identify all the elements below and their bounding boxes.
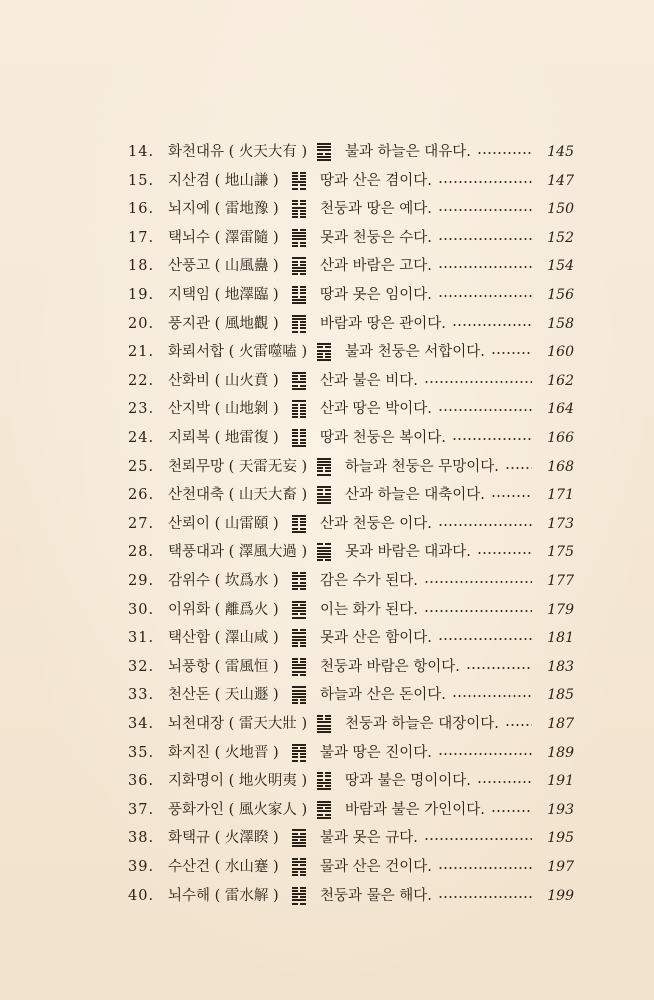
hexagram-icon [317,772,331,790]
page-number: 147 [547,172,574,189]
page-number: 171 [547,487,574,504]
entry-description: 못과 천둥은 수다. [320,229,432,246]
chapter-title: 산뢰이 ( 山雷頤 ) [168,515,279,532]
dot-leader [452,695,532,697]
hexagram-icon [292,172,306,190]
chapter-title: 풍지관 ( 風地觀 ) [168,315,279,332]
toc-entry[interactable] [0,338,654,366]
entry-description: 감은 수가 된다. [320,573,418,589]
toc-entry[interactable] [0,195,654,223]
dot-leader [438,209,532,211]
hexagram-icon [317,143,331,161]
dot-leader [491,495,532,497]
chapter-title: 지뢰복 ( 地雷復 ) [168,430,279,446]
entry-number: 31. [128,630,155,647]
page-number: 187 [547,716,574,732]
page-number: 152 [547,229,574,246]
dot-leader [505,467,532,469]
toc-entry[interactable] [0,624,654,652]
page-number: 177 [547,573,574,589]
toc-entry[interactable] [0,224,654,252]
toc-entry[interactable] [0,538,654,566]
entry-description: 이는 화가 된다. [320,601,418,618]
chapter-title: 화뢰서합 ( 火雷噬嗑 ) [168,344,308,361]
dot-leader [424,381,532,383]
page-number: 156 [547,287,574,303]
hexagram-icon [292,200,306,218]
dot-leader [477,781,532,783]
chapter-title: 뇌풍항 ( 雷風恒 ) [168,658,279,675]
toc-entry[interactable] [0,481,654,509]
dot-leader [452,438,532,440]
entry-number: 32. [128,658,155,675]
entry-description: 바람과 불은 가인이다. [345,801,485,818]
dot-leader [438,181,532,183]
toc-entry[interactable] [0,310,654,338]
entry-number: 18. [128,258,155,275]
dot-leader [491,352,532,354]
entry-number: 35. [128,744,155,761]
page-number: 189 [547,744,574,761]
entry-description: 못과 바람은 대과다. [345,544,471,561]
entry-number: 24. [128,430,155,446]
page-number: 181 [547,630,574,647]
page-number: 195 [547,830,574,847]
entry-description: 물과 산은 건이다. [320,859,432,875]
chapter-title: 화지진 ( 火地晋 ) [168,744,279,761]
page-number: 150 [547,201,574,218]
toc-entry[interactable] [0,567,654,595]
toc-entry[interactable] [0,824,654,852]
page-number: 175 [547,544,574,561]
entry-number: 37. [128,801,155,818]
dot-leader [452,324,532,326]
entry-description: 천둥과 땅은 예다. [320,201,432,218]
hexagram-icon [317,343,331,361]
entry-number: 23. [128,401,155,418]
toc-entry[interactable] [0,739,654,767]
chapter-title: 산지박 ( 山地剝 ) [168,401,279,418]
hexagram-icon [317,458,331,476]
entry-number: 38. [128,830,155,847]
hexagram-icon [317,543,331,561]
chapter-title: 수산건 ( 水山蹇 ) [168,859,279,875]
chapter-title: 이위화 ( 離爲火 ) [168,601,279,618]
entry-number: 21. [128,344,155,361]
entry-number: 15. [128,172,155,189]
dot-leader [424,581,532,583]
hexagram-icon [317,715,331,733]
toc-entry[interactable] [0,395,654,423]
entry-description: 하늘과 천둥은 무망이다. [345,458,499,475]
dot-leader [438,753,532,755]
page-number: 145 [547,144,574,160]
hexagram-icon [292,601,306,619]
entry-number: 26. [128,487,155,504]
chapter-title: 산천대축 ( 山天大畜 ) [168,487,308,504]
toc-entry[interactable] [0,510,654,538]
entry-description: 산과 천둥은 이다. [320,515,432,532]
hexagram-icon [292,515,306,533]
dot-leader [477,152,532,154]
hexagram-icon [292,372,306,390]
dot-leader [466,667,532,669]
hexagram-icon [317,801,331,819]
entry-number: 22. [128,372,155,389]
dot-leader [438,266,532,268]
chapter-title: 지화명이 ( 地火明夷 ) [168,773,308,790]
page-number: 162 [547,372,574,389]
toc-entry[interactable] [0,281,654,309]
page-number: 191 [547,773,574,790]
dot-leader [438,295,532,297]
entry-description: 불과 못은 규다. [320,830,418,847]
chapter-title: 산풍고 ( 山風蠱 ) [168,258,279,275]
page-number: 168 [547,458,574,475]
dot-leader [438,896,532,898]
entry-number: 30. [128,601,155,618]
chapter-title: 지산겸 ( 地山謙 ) [168,172,279,189]
entry-number: 17. [128,229,155,246]
entry-description: 땅과 천둥은 복이다. [320,430,446,446]
page-number: 183 [547,658,574,675]
entry-number: 33. [128,687,155,704]
entry-description: 땅과 산은 겸이다. [320,172,432,189]
entry-description: 산과 불은 비다. [320,372,418,389]
page-number: 179 [547,601,574,618]
entry-number: 16. [128,201,155,218]
dot-leader [491,810,532,812]
toc-entry[interactable] [0,453,654,481]
dot-leader [438,524,532,526]
toc-entry[interactable] [0,853,654,881]
entry-description: 천둥과 하늘은 대장이다. [345,716,499,732]
entry-number: 36. [128,773,155,790]
dot-leader [477,552,532,554]
toc-entry[interactable] [0,424,654,452]
hexagram-icon [292,629,306,647]
toc-entry[interactable] [0,767,654,795]
hexagram-icon [292,744,306,762]
dot-leader [438,638,532,640]
page-number: 158 [547,315,574,332]
entry-number: 29. [128,573,155,589]
chapter-title: 화천대유 ( 火天大有 ) [168,144,308,160]
hexagram-icon [292,400,306,418]
entry-number: 39. [128,859,155,875]
hexagram-icon [292,286,306,304]
entry-description: 천둥과 물은 해다. [320,887,432,904]
entry-number: 25. [128,458,155,475]
hexagram-icon [292,686,306,704]
toc-entry[interactable] [0,796,654,824]
chapter-title: 화택규 ( 火澤睽 ) [168,830,279,847]
hexagram-icon [292,257,306,275]
chapter-title: 뇌수해 ( 雷水解 ) [168,887,279,904]
entry-description: 산과 바람은 고다. [320,258,432,275]
hexagram-icon [317,486,331,504]
dot-leader [438,867,532,869]
entry-description: 못과 산은 함이다. [320,630,432,647]
entry-description: 불과 천둥은 서합이다. [345,344,485,361]
toc-entry[interactable] [0,681,654,709]
entry-description: 산과 하늘은 대축이다. [345,487,485,504]
toc-entry[interactable] [0,167,654,195]
page-number: 185 [547,687,574,704]
entry-description: 불과 하늘은 대유다. [345,144,471,160]
toc-entry[interactable] [0,653,654,681]
chapter-title: 풍화가인 ( 風火家人 ) [168,801,308,818]
entry-description: 땅과 못은 임이다. [320,287,432,303]
hexagram-icon [292,658,306,676]
page-number: 193 [547,801,574,818]
toc-entry[interactable] [0,138,654,166]
chapter-title: 산화비 ( 山火賁 ) [168,372,279,389]
entry-number: 14. [128,144,155,160]
entry-number: 40. [128,887,155,904]
dot-leader [438,409,532,411]
chapter-title: 지택임 ( 地澤臨 ) [168,287,279,303]
dot-leader [424,838,532,840]
entry-description: 땅과 불은 명이이다. [345,773,471,790]
chapter-title: 뇌지예 ( 雷地豫 ) [168,201,279,218]
entry-description: 천둥과 바람은 항이다. [320,658,460,675]
page-number: 197 [547,859,574,875]
entry-number: 28. [128,544,155,561]
hexagram-icon [292,315,306,333]
page-number: 160 [547,344,574,361]
entry-description: 불과 땅은 진이다. [320,744,432,761]
dot-leader [424,610,532,612]
toc-entry[interactable] [0,596,654,624]
toc-entry[interactable] [0,252,654,280]
entry-description: 산과 땅은 박이다. [320,401,432,418]
entry-description: 하늘과 산은 돈이다. [320,687,446,704]
dot-leader [438,238,532,240]
toc-entry[interactable] [0,710,654,738]
entry-number: 19. [128,287,155,303]
hexagram-icon [292,887,306,905]
chapter-title: 택풍대과 ( 澤風大過 ) [168,544,308,561]
entry-description: 바람과 땅은 관이다. [320,315,446,332]
page-number: 154 [547,258,574,275]
hexagram-icon [292,572,306,590]
chapter-title: 택뇌수 ( 澤雷隨 ) [168,229,279,246]
chapter-title: 천뢰무망 ( 天雷无妄 ) [168,458,308,475]
chapter-title: 택산함 ( 澤山咸 ) [168,630,279,647]
chapter-title: 뇌천대장 ( 雷天大壯 ) [168,716,308,732]
chapter-title: 감위수 ( 坎爲水 ) [168,573,279,589]
entry-number: 20. [128,315,155,332]
hexagram-icon [292,229,306,247]
entry-number: 34. [128,716,155,732]
page-number: 173 [547,515,574,532]
toc-entry[interactable] [0,367,654,395]
hexagram-icon [292,829,306,847]
page-number: 199 [547,887,574,904]
page-number: 166 [547,430,574,446]
toc-entry[interactable] [0,882,654,910]
page-number: 164 [547,401,574,418]
dot-leader [505,724,532,726]
hexagram-icon [292,858,306,876]
entry-number: 27. [128,515,155,532]
chapter-title: 천산돈 ( 天山遯 ) [168,687,279,704]
hexagram-icon [292,429,306,447]
